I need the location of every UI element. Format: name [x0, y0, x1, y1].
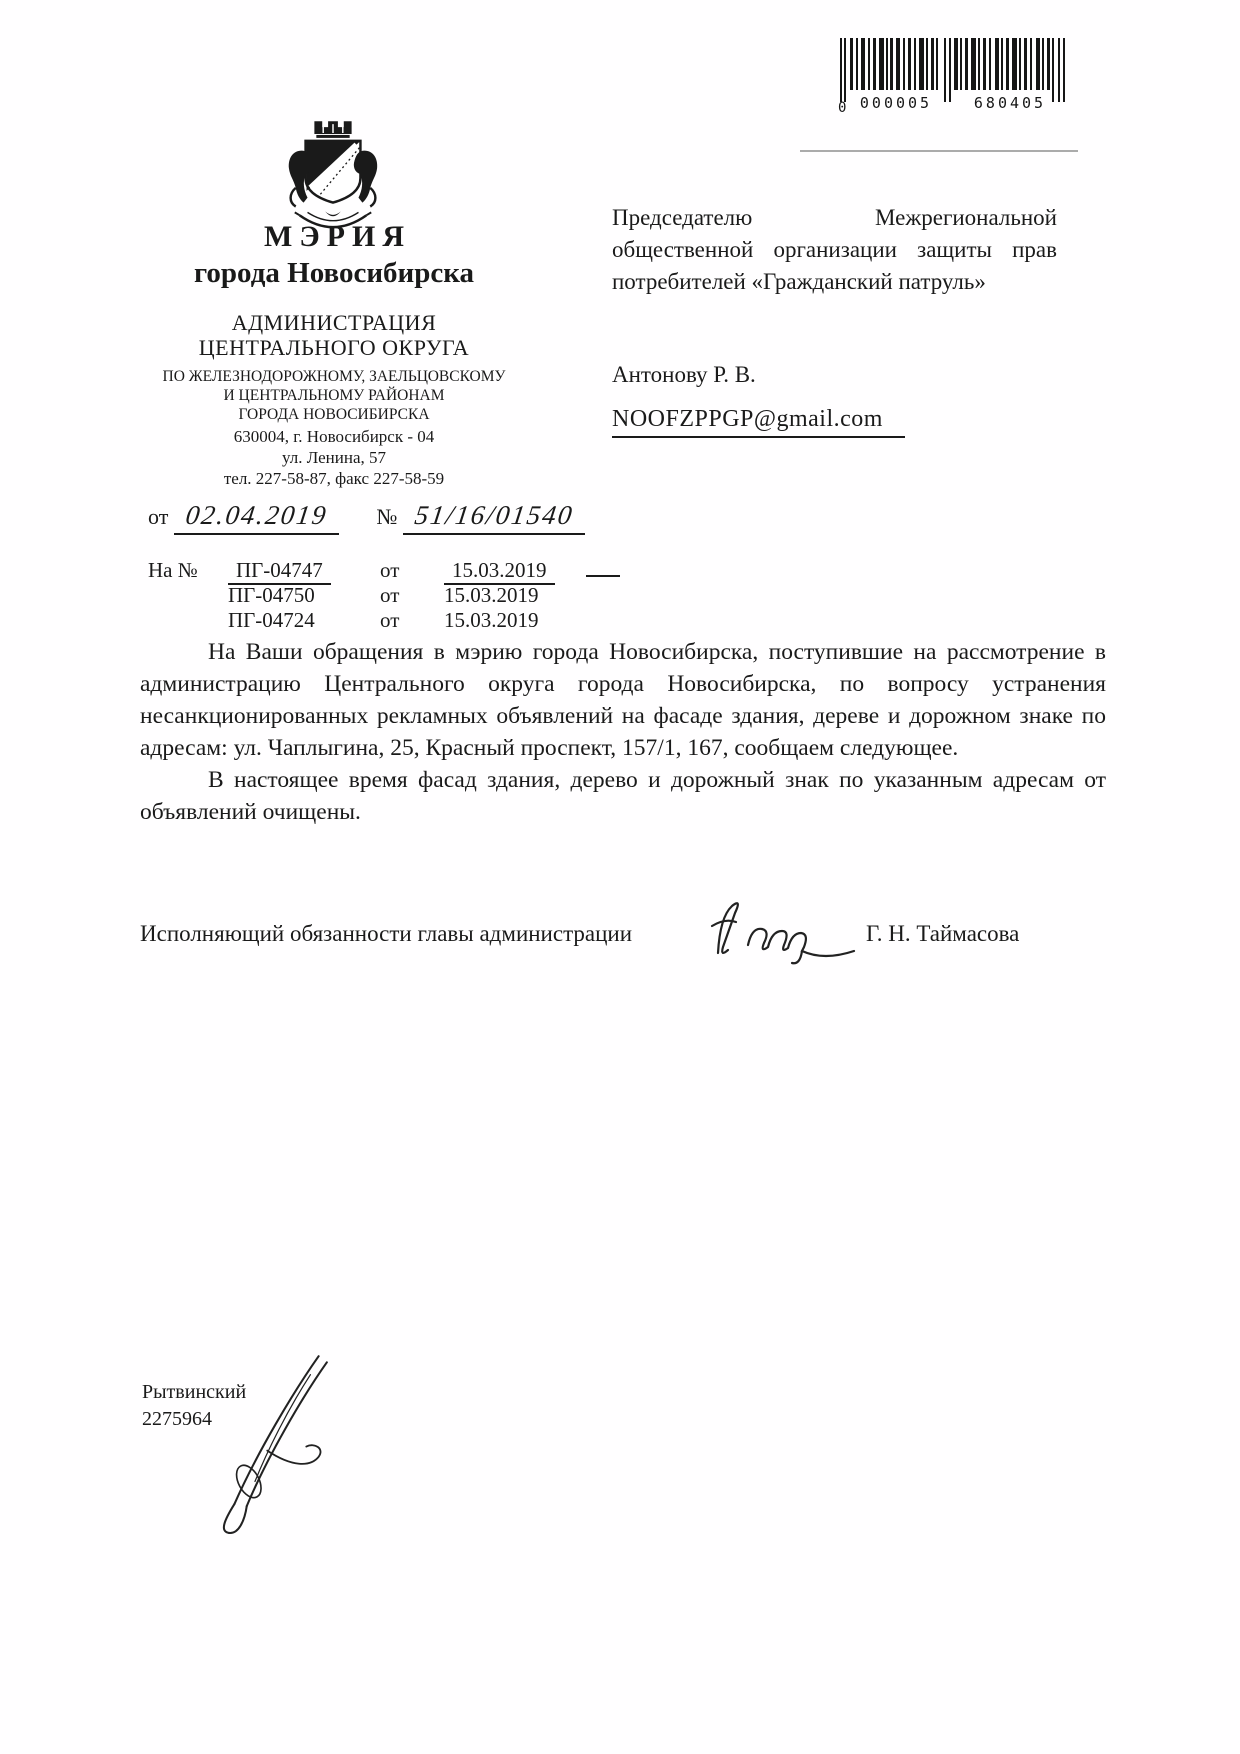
executor-flourish-icon: [203, 1350, 348, 1545]
barcode: [833, 36, 1073, 121]
signature-stroke-icon: [702, 893, 867, 978]
incoming-row: [148, 554, 620, 583]
barcode-bars-icon: [833, 36, 1073, 116]
signer-name: Г. Н. Таймасова: [866, 921, 1020, 946]
ref-date-handwritten: 02.04.2019: [183, 500, 330, 530]
barcode-prefix-digit: 0: [838, 100, 847, 116]
admin-line-1: АДМИНИСТРАЦИЯ: [231, 309, 437, 335]
letterhead: [118, 220, 550, 489]
districts-line-2: И ЦЕНТРАЛЬНОМУ РАЙОНАМ: [223, 387, 445, 405]
executor-name: Рытвинский: [142, 1381, 247, 1403]
recipient-organization: Председателю Межрегиональной общественной организации защиты прав потребителей «Гражданский патруль»: [612, 205, 1057, 294]
address-line-2: ул. Ленина, 57: [281, 448, 387, 468]
letter-body: [140, 636, 1106, 828]
incoming-from-label: от: [380, 608, 400, 632]
address-line-3: тел. 227-58-87, факс 227-58-59: [223, 469, 445, 489]
ref-number-label: №: [376, 504, 398, 529]
incoming-number: ПГ-04724: [228, 608, 315, 632]
incoming-date: 15.03.2019: [444, 558, 572, 583]
incoming-row: [148, 608, 620, 633]
org-subtitle: города Новосибирска: [193, 256, 475, 289]
ref-number-underline: [403, 500, 586, 535]
body-paragraph-1: На Ваши обращения в мэрию города Новосибирска, поступившие на рассмотрение в администрацию Центрального округа города Новосибирска, по вопросу устранения несанкционированных рекламных объявлений на фасаде здания, дереве и дорожном знаке по адресам: ул. Чаплыгина, 25, Красный проспект, 157/1, 167, сообщаем следующее.: [140, 639, 1106, 761]
ref-date-underline: [174, 500, 340, 535]
barcode-right-digits: 680405: [973, 94, 1047, 112]
incoming-date: 15.03.2019: [444, 583, 539, 607]
reference-line: [148, 500, 585, 535]
org-title: МЭРИЯ: [264, 220, 411, 253]
signer-title: Исполняющий обязанности главы администрации: [140, 921, 633, 946]
incoming-prefix: На №: [148, 558, 198, 582]
recipient-name: Антонову Р. В.: [612, 362, 756, 387]
underline-stub: [586, 554, 620, 577]
admin-line-2: ЦЕНТРАЛЬНОГО ОКРУГА: [198, 335, 470, 361]
executor-phone: 2275964: [142, 1408, 212, 1430]
incoming-number: ПГ-04747: [228, 558, 380, 583]
incoming-date: 15.03.2019: [444, 608, 539, 632]
districts-line-3: ГОРОДА НОВОСИБИРСКА: [238, 406, 430, 424]
incoming-number: ПГ-04750: [228, 583, 315, 607]
incoming-references: [148, 554, 620, 633]
ref-number-handwritten: 51/16/01540: [412, 500, 576, 530]
body-paragraph-2: В настоящее время фасад здания, дерево и дорожный знак по указанным адресам от объявлений очищены.: [140, 767, 1106, 825]
ref-from-label: от: [148, 504, 169, 529]
districts-line-1: ПО ЖЕЛЕЗНОДОРОЖНОМУ, ЗАЕЛЬЦОВСКОМУ: [162, 368, 506, 386]
incoming-row: [148, 583, 620, 608]
incoming-from-label: от: [380, 583, 400, 607]
incoming-from-label: от: [380, 558, 400, 582]
recipient-email: NOOFZPPGP@gmail.com: [612, 406, 905, 438]
barcode-left-digits: 000005: [859, 94, 933, 112]
address-line-1: 630004, г. Новосибирск - 04: [233, 427, 435, 447]
separator-line: [800, 150, 1078, 152]
